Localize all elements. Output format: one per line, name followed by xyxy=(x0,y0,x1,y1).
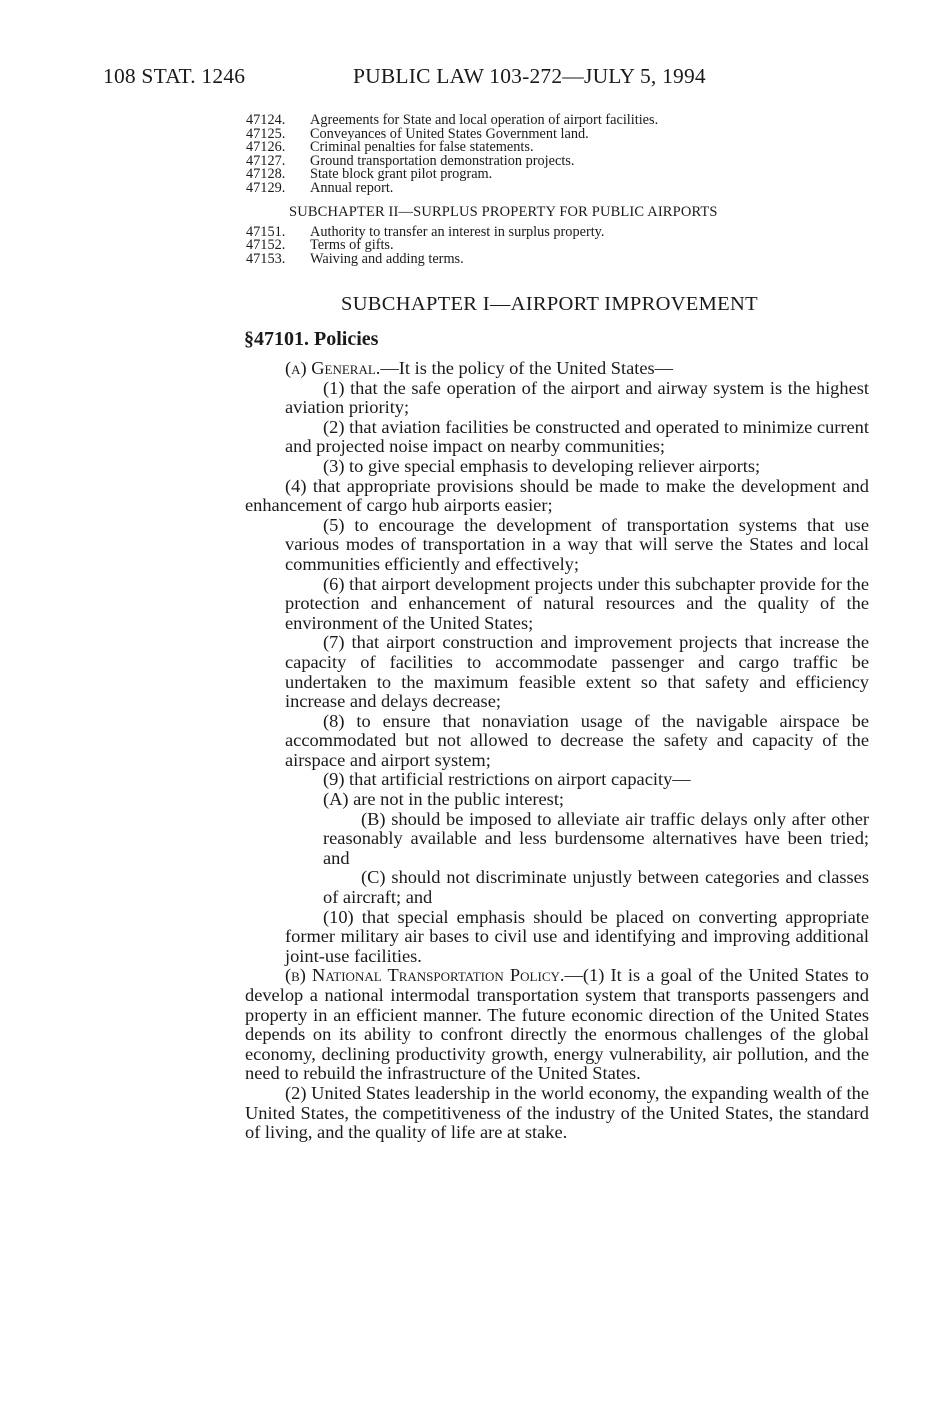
subchapter-title: SUBCHAPTER I—AIRPORT IMPROVEMENT xyxy=(341,293,758,315)
policy-item-1: (1) that the safe operation of the airport and airway system is the highest aviation priority; xyxy=(285,377,869,418)
page-header xyxy=(0,64,950,94)
toc-section-title: Terms of gifts. xyxy=(310,237,394,254)
policy-item-9: (9) that artificial restrictions on airport capacity— xyxy=(323,769,691,790)
subsection-b-paragraph-1 xyxy=(245,966,869,1084)
subsection-a-label: (a) General. xyxy=(285,358,381,378)
toc-section-number: 47128. xyxy=(246,166,286,183)
policy-subitem-a: (A) are not in the public interest; xyxy=(323,789,565,810)
policy-item-3: (3) to give special emphasis to developing reliever airports; xyxy=(323,455,761,476)
policy-item-4: (4) that appropriate provisions should be made to make the development and enhancement of cargo hub airports easier; xyxy=(245,475,869,516)
subsection-a-text: —It is the policy of the United States— xyxy=(380,358,674,378)
toc-section-number: 47127. xyxy=(246,152,286,169)
toc-section-title: State block grant pilot program. xyxy=(310,166,493,183)
table-of-contents xyxy=(246,114,886,266)
policy-item-10: (10) that special emphasis should be placed on converting appropriate former military air bases to civil use and identifying and improving additional joint-use facilities. xyxy=(285,906,869,966)
section-body xyxy=(245,359,869,1143)
toc-section-number: 47152. xyxy=(246,237,286,254)
policy-subitem-b: (B) should be imposed to alleviate air traffic delays only after other reasonably available and less burdensome alternatives have been tried; and xyxy=(323,808,869,868)
subsection-b-paragraph-2: (2) United States leadership in the world economy, the expanding wealth of the United States, the competitiveness of the industry of the United States, the standard of living, and the quality of life are at stake. xyxy=(245,1082,869,1143)
stat-page-number: 108 STAT. 1246 xyxy=(103,64,246,88)
toc-subchapter-heading: SUBCHAPTER II—SURPLUS PROPERTY FOR PUBLIC AIRPORTS xyxy=(289,203,718,220)
policy-item-8: (8) to ensure that nonaviation usage of the navigable airspace be accommodated but not allowed to decrease the safety and capacity of the airspace and airport system; xyxy=(285,710,869,770)
toc-section-title: Ground transportation demonstration projects. xyxy=(310,152,575,169)
toc-section-title: Agreements for State and local operation of airport facilities. xyxy=(310,112,659,128)
toc-section-title: Conveyances of United States Government land. xyxy=(310,125,589,142)
toc-section-title: Annual report. xyxy=(310,179,394,196)
policy-item-5: (5) to encourage the development of transportation systems that use various modes of transportation in a way that will serve the States and local communities efficiently and effectively; xyxy=(285,514,869,574)
toc-section-number: 47124. xyxy=(246,112,286,128)
policy-item-7: (7) that airport construction and improvement projects that increase the capacity of facilities to accommodate passenger and cargo traffic be undertaken to the maximum feasible extent so that safety and efficiency increase and delays decrease; xyxy=(285,632,869,712)
public-law-title: PUBLIC LAW 103-272—JULY 5, 1994 xyxy=(353,64,706,88)
subsection-b-text: —(1) It is a goal of the United States to develop a national intermodal transportation system that transports passengers and property in an efficient manner. The future economic direction of the United States depends on its ability to confront directly the enormous challenges of the global economy, declining productivity growth, energy vulnerability, air pollution, and the need to rebuild the infrastructure of the United States. xyxy=(245,965,869,1084)
toc-section-title: Authority to transfer an interest in surplus property. xyxy=(310,223,605,240)
toc-section-number: 47129. xyxy=(246,179,286,196)
toc-section-title: Criminal penalties for false statements. xyxy=(310,139,534,156)
subsection-b-label: (b) National Transportation Policy. xyxy=(285,965,565,986)
toc-section-title: Waiving and adding terms. xyxy=(310,250,464,267)
policy-subitem-c: (C) should not discriminate unjustly between categories and classes of aircraft; and xyxy=(323,867,869,908)
toc-row xyxy=(246,250,886,267)
toc-section-number: 47153. xyxy=(246,250,286,267)
toc-section-number: 47151. xyxy=(246,223,286,240)
subsection-a-intro xyxy=(285,359,869,379)
section-heading: §47101. Policies xyxy=(244,328,379,350)
policy-item-6: (6) that airport development projects under this subchapter provide for the protection and enhancement of natural resources and the quality of the environment of the United States; xyxy=(285,573,869,633)
toc-section-number: 47126. xyxy=(246,139,286,156)
toc-row xyxy=(246,179,886,196)
toc-section-number: 47125. xyxy=(246,125,286,142)
policy-item-2: (2) that aviation facilities be constructed and operated to minimize current and projected noise impact on nearby communities; xyxy=(285,416,869,457)
